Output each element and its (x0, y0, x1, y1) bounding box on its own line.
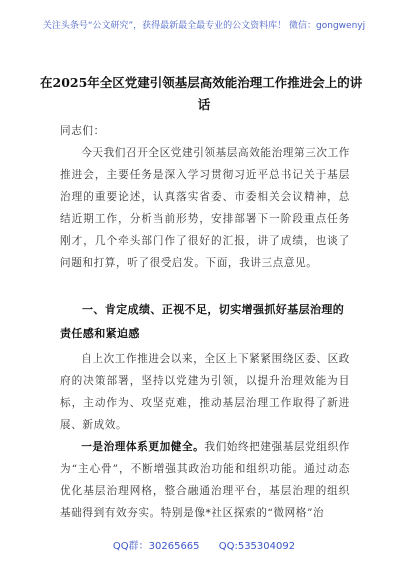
footer-contact (0, 537, 408, 552)
section-heading-1: 一、肯定成绩、正视不足，切实增强抓好基层治理的责任感和紧迫感 (60, 303, 345, 340)
title-line-1: 在2025年全区党建引领基层高效能治理工作推进会上的讲 (40, 75, 363, 90)
salutation: 同志们： (60, 125, 105, 137)
top-banner: 关注头条号“公文研究”，获得最新最全最专业的公文资料库！ 微信：gongwenyj (42, 21, 366, 31)
paragraph-governance-system (60, 436, 350, 524)
footer-qq-number: QQ:535304092 (218, 541, 296, 552)
document-title (40, 72, 368, 116)
title-line-2: 话 (197, 97, 211, 112)
paragraph-intro: 今天我们召开全区党建引领基层高效能治理第三次工作推进会，主要任务是深入学习贯彻习近平总书记关于基层治理的重要论述，认真落实省委、市委相关会议精神，总结近期工作，分析当前形势，安排部署下一阶段重点任务刚才，几个牵头部门作了很好的汇报，讲了成绩，也谈了问题和打算，听了很受启发。下面，我讲三点意见。 (60, 147, 350, 269)
footer-qq-group: QQ群：30265665 (112, 541, 200, 552)
paragraph-progress: 自上次工作推进会以来，全区上下紧紧围绕区委、区政府的决策部署，坚持以党建为引领，以提升治理效能为目标，主动作为、攻坚克难，推动基层治理工作取得了新进展、新成效。 (60, 353, 350, 431)
point-one-body: 我们始终把建强基层党组织作为“主心骨”，不断增强其政治功能和组织功能。通过动态优化基层治理网格，整合融通治理平台，基层治理的组织基础得到有效夯实。特别是像*社区探索的“微网格”治 (60, 441, 350, 519)
point-one-lead: 一是治理体系更加健全。 (81, 441, 205, 453)
